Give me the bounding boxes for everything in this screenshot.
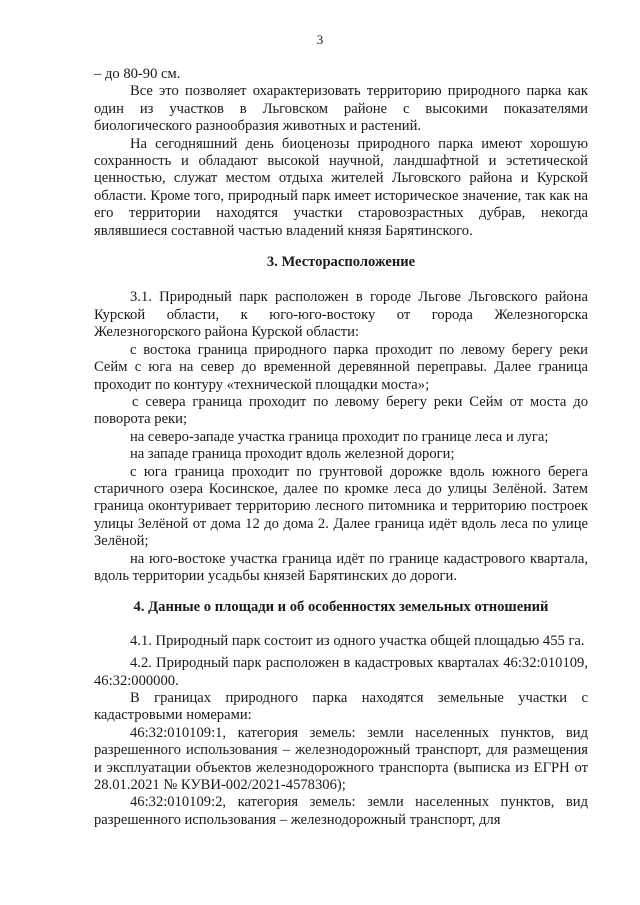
paragraph: с севера граница проходит по левому берегу реки Сейм от моста до поворота реки;	[94, 393, 588, 428]
section-heading-land: 4. Данные о площади и об особенностях земельных отношений	[133, 599, 549, 616]
paragraph: 4.2. Природный парк расположен в кадастровых кварталах 46:32:010109, 46:32:000000.	[94, 655, 588, 689]
paragraph: на западе граница проходит вдоль железной дороги;	[130, 446, 455, 463]
paragraph: на северо-западе участка граница проходит по границе леса и луга;	[130, 428, 549, 445]
paragraph: с востока граница природного парка проходит по левому берегу реки Сейм с юга на север до временной деревянной переправы. Далее граница проходит по контуру «технической площадки моста»;	[94, 341, 588, 393]
paragraph: 46:32:010109:2, категория земель: земли населенных пунктов, вид разрешенного использования – железнодорожный транспорт, для	[94, 794, 588, 828]
paragraph: 3.1. Природный парк расположен в городе Льгове Льговского района Курской области, к юго-юго-востоку от города Железногорска Железногорского района Курской области:	[94, 289, 588, 341]
document-body	[94, 66, 588, 829]
paragraph: – до 80-90 см.	[94, 66, 181, 82]
paragraph: с юга граница проходит по грунтовой дорожке вдоль южного берега старичного озера Косинское, далее по кромке леса до улицы Зелёной. Затем граница оконтуривает территорию лесного питомника и территорию построек улицы Зелёной от дома 12 до дома 2. Далее граница идёт вдоль леса по улице Зелёной;	[94, 463, 588, 550]
page-number: 3	[316, 32, 324, 47]
paragraph: Все это позволяет охарактеризовать территорию природного парка как один из участков в Льговском районе с высокими показателями биологического разнообразия животных и растений.	[94, 83, 588, 135]
paragraph: на юго-востоке участка граница идёт по границе кадастрового квартала, вдоль территории усадьбы князей Барятинских до дороги.	[94, 550, 588, 584]
section-heading-location: 3. Месторасположение	[266, 254, 416, 271]
paragraph: 4.1. Природный парк состоит из одного участка общей площадью 455 га.	[130, 632, 585, 649]
paragraph: 46:32:010109:1, категория земель: земли населенных пунктов, вид разрешенного использования – железнодорожный транспорт, для размещения и эксплуатации объектов железнодорожного транспорта (выписка из ЕГРН от 28.01.2021 № КУВИ-002/2021-4578306);	[94, 724, 588, 794]
paragraph: На сегодняшний день биоценозы природного парка имеют хорошую сохранность и обладают высокой научной, ландшафтной и эстетической ценностью, служат местом отдыха жителей Льговского района и Курской области. Кроме того, природный парк имеет историческое значение, так как на его территории находятся участки старовозрастных дубрав, некогда являвшиеся составной частью владений князя Барятинского.	[94, 135, 588, 239]
paragraph: В границах природного парка находятся земельные участки с кадастровыми номерами:	[94, 690, 588, 724]
